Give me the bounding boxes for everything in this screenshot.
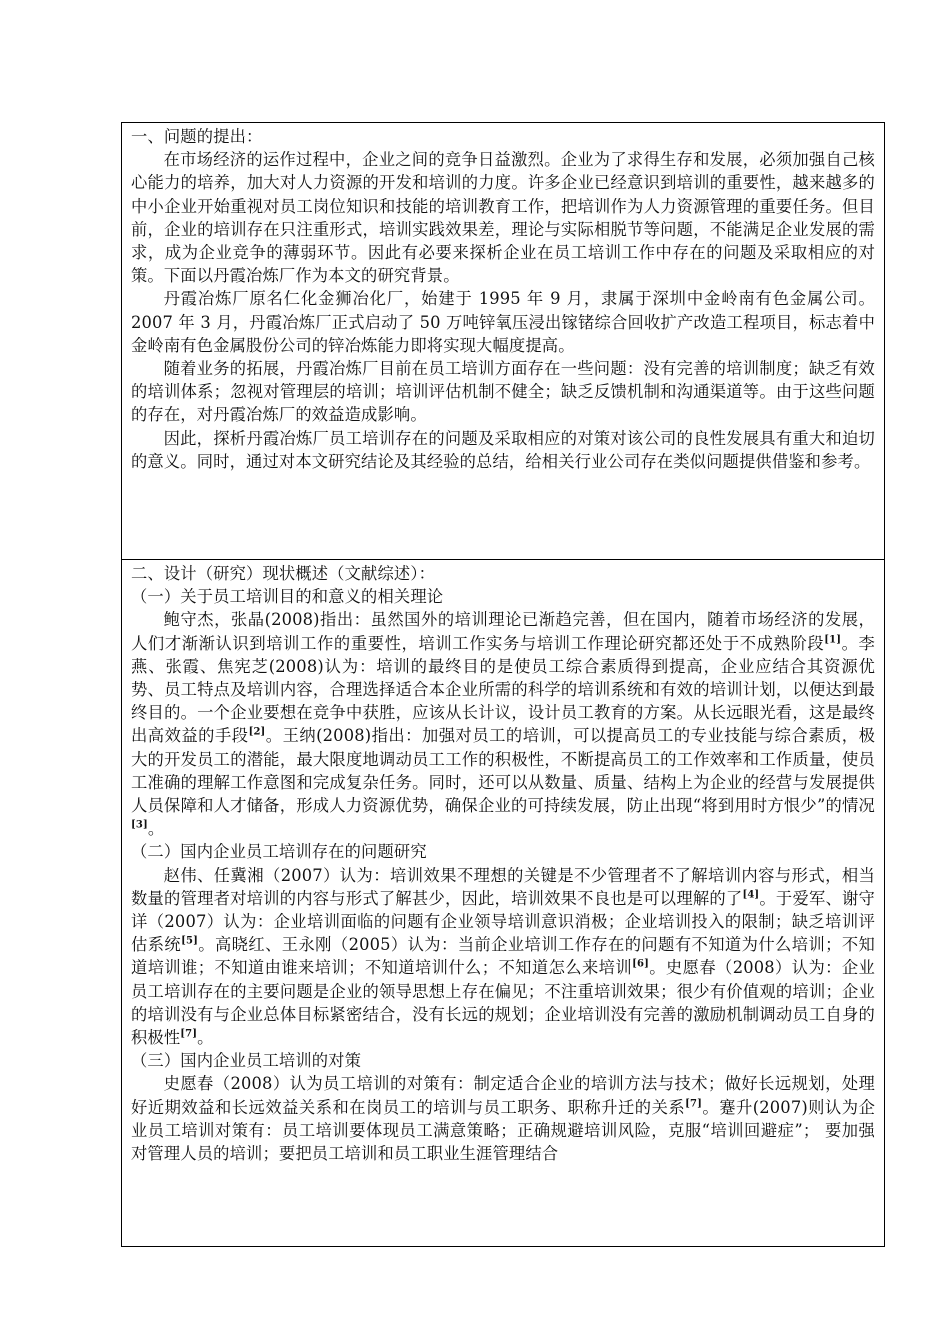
paragraph-text: 史愿春（2008）认为员工培训的对策有：制定适合企业的培训方法与技术；做好长远规划，处理好近期效益和长远效益关系和在岗员工的培训与员工职务、职称升迁的关系 [131, 1074, 875, 1117]
paragraph-text: 。高晓红、王永刚（2005）认为：当前企业培训工作存在的问题有不知道为什么培训；不知道培训谁；不知道由谁来培训；不知道培训什么；不知道怎么来培训 [131, 935, 875, 978]
paragraph-text: 。王纳(2008)指出：加强对员工的培训，可以提高员工的专业技能与综合素质，极大的开发员工的潜能，最大限度地调动员工工作的积极性，不断提高员工的工作效率和工作质量，使员工准确的理解工作意图和完成复杂任务。同时，还可以从数量、质量、结构上为企业的经营与发展提供人员保障和人才储备，形成人力资源优势，确保企业的可持续发展，防止出现“将到用时方恨少”的情况 [131, 726, 875, 816]
body-paragraph [131, 608, 875, 840]
paragraph-text: 。 [197, 1028, 214, 1048]
subsection-title: （二）国内企业员工培训存在的问题研究 [131, 842, 427, 862]
citation-marker: [5] [181, 935, 198, 947]
section-heading-review: 二、设计（研究）现状概述（文献综述）： [131, 564, 436, 583]
subsection-title: （一）关于员工培训目的和意义的相关理论 [131, 587, 444, 607]
paragraph-text: 鲍守杰，张晶(2008)指出：虽然国外的培训理论已渐趋完善，但在国内，随着市场经济的发展，人们才渐渐认识到培训工作的重要性，培训工作实务与培训工作理论研究都还处于不成熟阶段 [131, 610, 875, 653]
paragraph-text: 。李燕、张霞、焦宪芝(2008)认为：培训的最终目的是使员工综合素质得到提高，企业应结合其资源优势、员工特点及培训内容，合理选择适合本企业所需的科学的培训系统和有效的培训计划，以便达到最终目的。一个企业要想在竞争中获胜，应该从长计议，设计员工教育的方案。从长远眼光看，这是最终出高效益的手段 [131, 633, 875, 746]
body-paragraph [131, 1072, 875, 1165]
citation-marker: [4] [742, 889, 760, 901]
paragraph-text: 。史愿春（2008）认为：企业员工培训存在的主要问题是企业的领导思想上存在偏见；不注重培训效果；很少有价值观的培训；企业的培训没有与企业总体目标紧密结合，没有长远的规划；企业培训没有完善的激励机制调动员工自身的积极性 [131, 958, 875, 1048]
paragraph-text: 。蹇升(2007)则认为企业员工培训对策有：员工培训要体现员工满意策略；正确规避培训风险，克服“培训回避症”； 要加强对管理人员的培训；要把员工培训和员工职业生涯管理结合 [131, 1097, 875, 1164]
citation-marker: [7] [180, 1028, 198, 1040]
problem-statement-cell [122, 123, 884, 559]
form-table [121, 122, 885, 1247]
citation-marker: [1] [824, 634, 842, 646]
body-paragraph [131, 864, 875, 1050]
section-heading-problem: 一、问题的提出： [131, 127, 263, 146]
subsection-title: （三）国内企业员工培训的对策 [131, 1051, 362, 1071]
body-paragraph: 在市场经济的运作过程中，企业之间的竞争日益激烈。企业为了求得生存和发展，必须加强自己核心能力的培养，加大对人力资源的开发和培训的力度。许多企业已经意识到培训的重要性，越来越多的中小企业开始重视对员工岗位知识和技能的培训教育工作，把培训作为人力资源管理的重要任务。但目前，企业的培训存在只注重形式，培训实践效果差，理论与实际相脱节等问题，不能满足企业发展的需求，成为企业竞争的薄弱环节。因此有必要来探析企业在员工培训工作中存在的问题及采取相应的对策。下面以丹霞冶炼厂作为本文的研究背景。 [131, 150, 875, 286]
paragraph-text: 。 [147, 819, 165, 839]
citation-marker: [7] [685, 1098, 703, 1110]
citation-marker: [2] [248, 727, 266, 738]
body-paragraph: 丹霞冶炼厂原名仁化金狮冶化厂，始建于 1995 年 9 月，隶属于深圳中金岭南有色金属公司。2007 年 3 月，丹霞冶炼厂正式启动了 50 万吨锌氧压浸出镓锗综合回收扩产改造工程项目，标志着中金岭南有色金属股份公司的锌冶炼能力即将实现大幅度提高。 [131, 289, 875, 355]
paragraph-text: 。于爱军、谢守详（2007）认为：企业培训面临的问题有企业领导培训意识消极；企业培训投入的限制；缺乏培训评估系统 [131, 888, 875, 955]
citation-marker: [6] [632, 959, 649, 971]
body-paragraph: 随着业务的拓展，丹霞冶炼厂目前在员工培训方面存在一些问题：没有完善的培训制度；缺乏有效的培训体系；忽视对管理层的培训；培训评估机制不健全；缺乏反馈机制和沟通渠道等。由于这些问题的存在，对丹霞冶炼厂的效益造成影响。 [131, 359, 875, 425]
citation-marker: [3] [131, 819, 148, 831]
paragraph-text: 赵伟、任冀湘（2007）认为：培训效果不理想的关键是不少管理者不了解培训内容与形式，相当数量的管理者对培训的内容与形式了解甚少，因此，培训效果不良也是可以理解的了 [131, 865, 875, 908]
body-paragraph: 因此，探析丹霞冶炼厂员工培训存在的问题及采取相应的对策对该公司的良性发展具有重大和迫切的意义。同时，通过对本文研究结论及其经验的总结，给相关行业公司存在类似问题提供借鉴和参考。 [131, 428, 875, 471]
literature-review-cell [122, 559, 884, 1246]
